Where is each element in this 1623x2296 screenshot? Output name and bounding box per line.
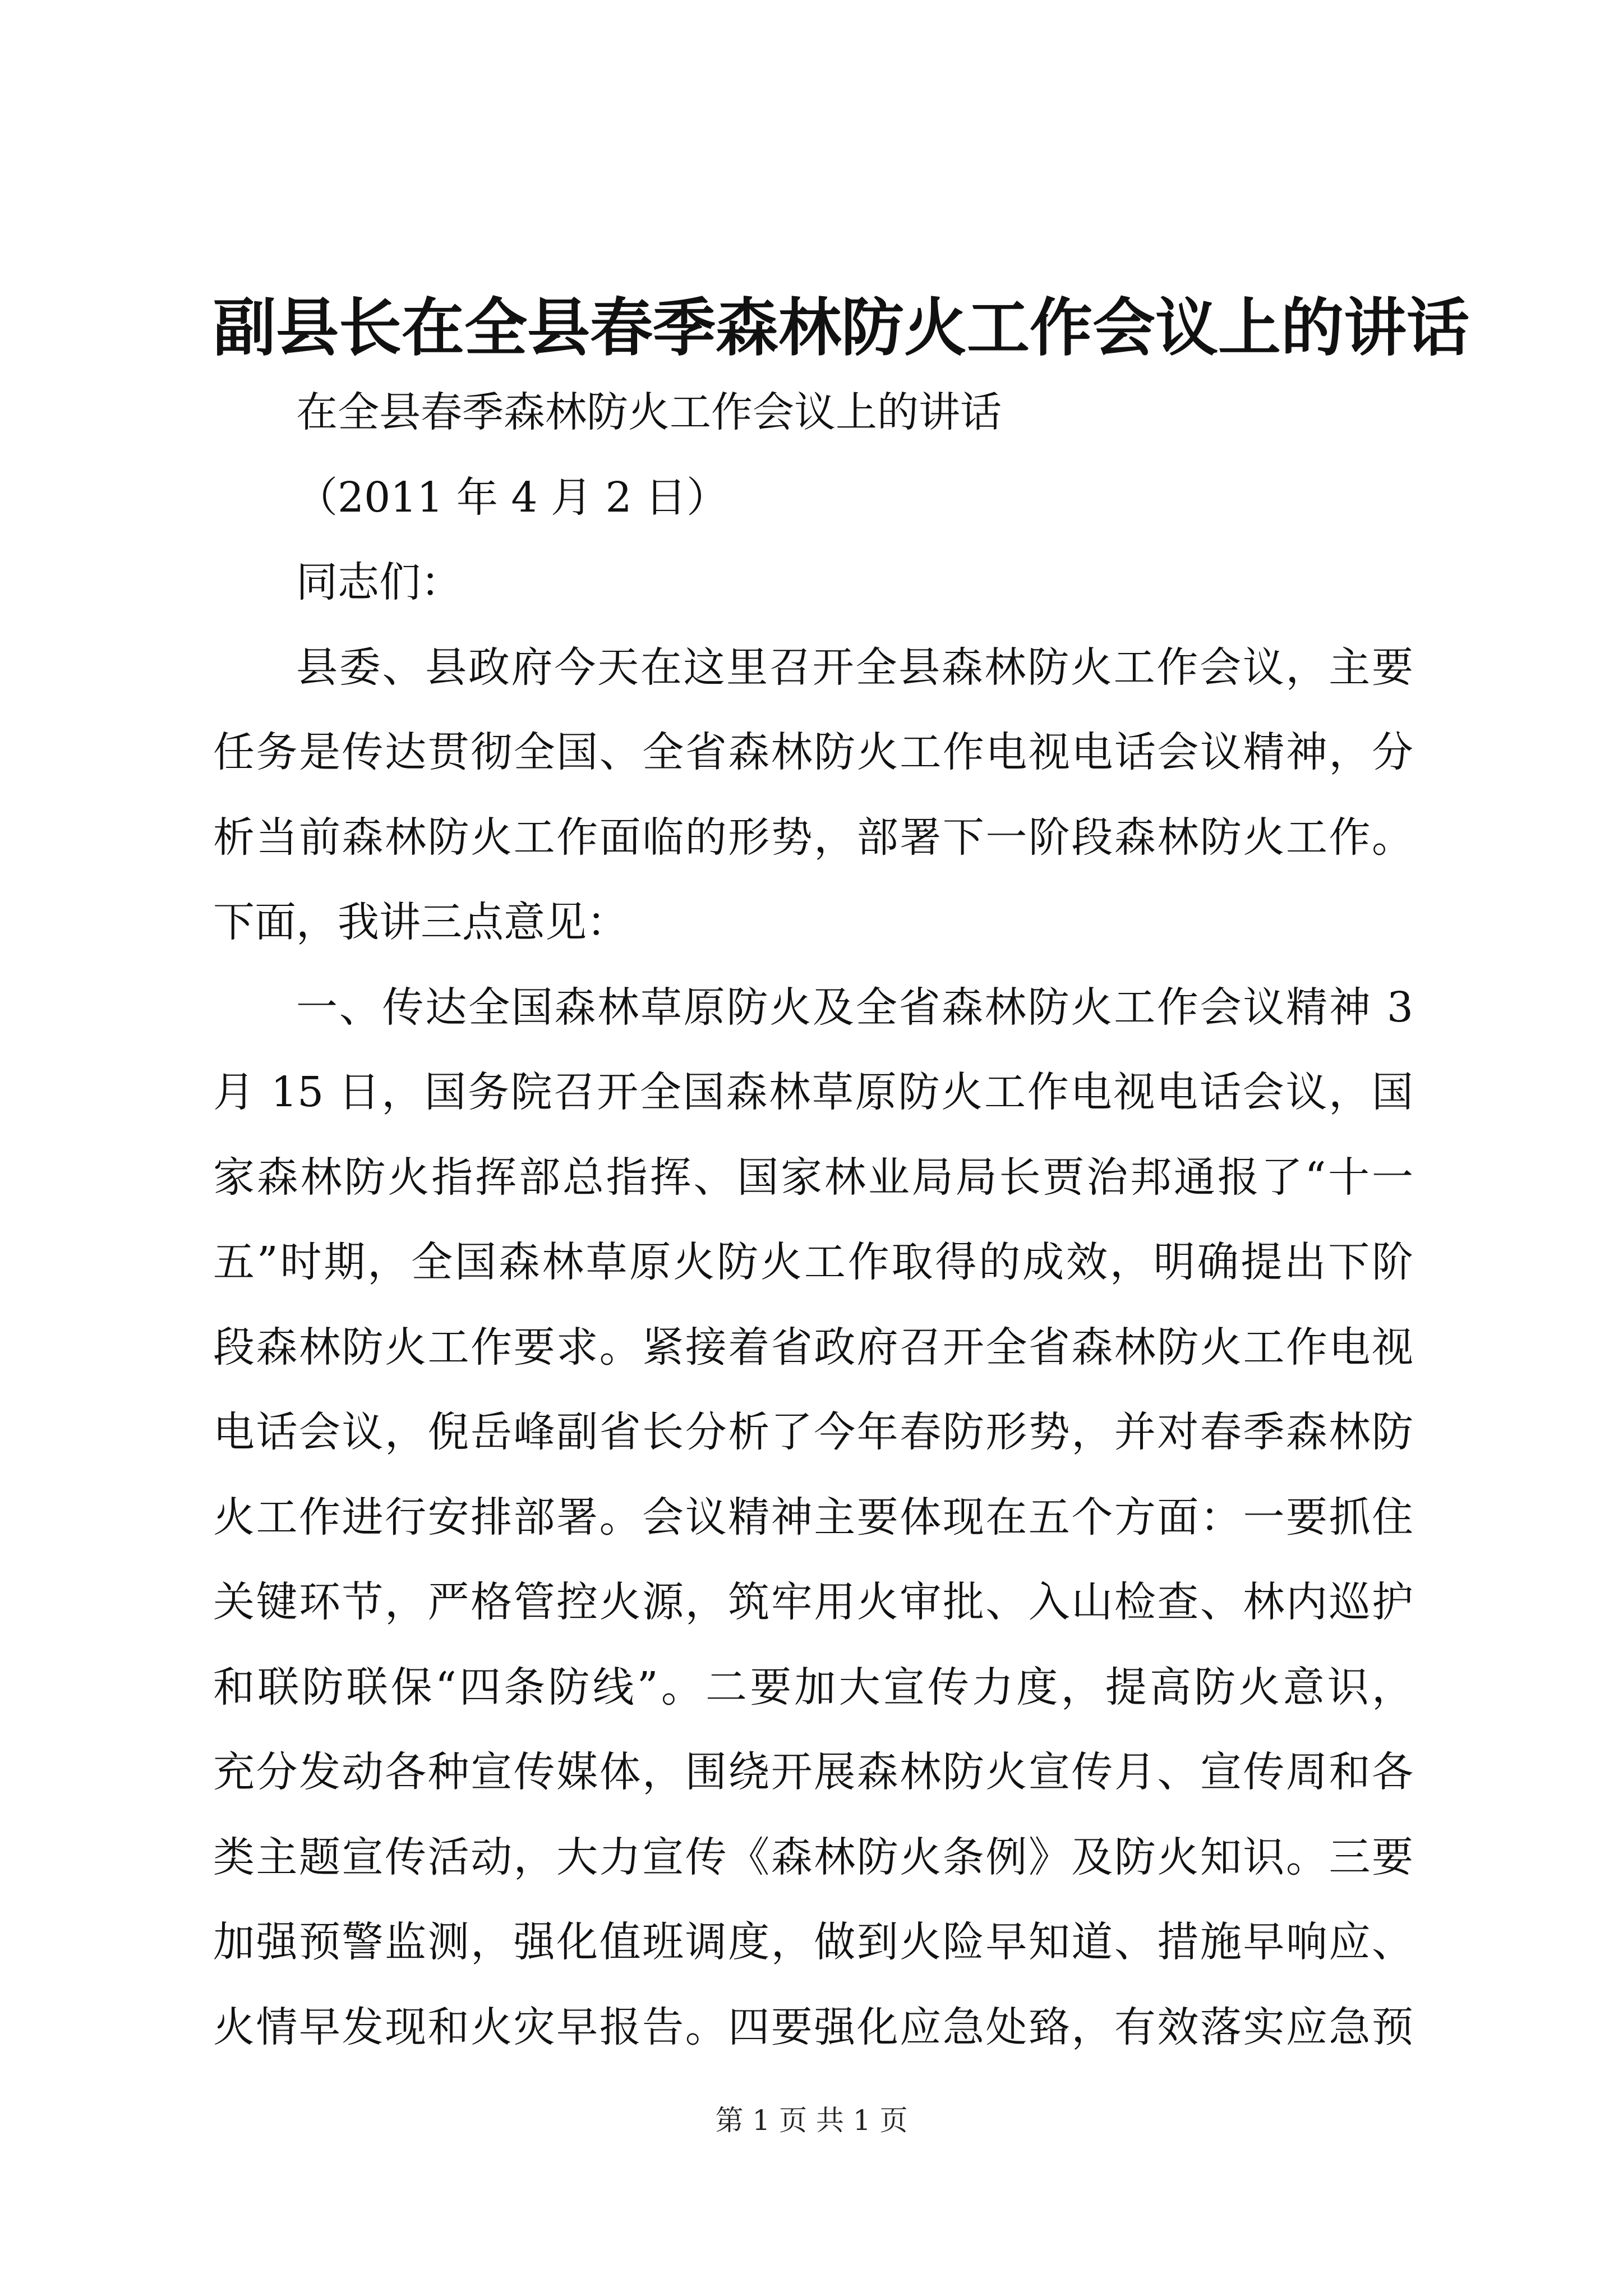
section-heading-line: 一、传达全国森林草原防火及全省森林防火工作会议精神 3 bbox=[296, 983, 1413, 1032]
paragraph-line: 县委、县政府今天在这里召开全县森林防火工作会议，主要 bbox=[296, 643, 1413, 692]
subtitle-line: 在全县春季森林防火工作会议上的讲话 bbox=[296, 388, 1002, 436]
paragraph-line: 任务是传达贯彻全国、全省森林防火工作电视电话会议精神，分 bbox=[213, 728, 1413, 776]
paragraph-line: 下面，我讲三点意见： bbox=[213, 898, 628, 946]
paragraph-line: 类主题宣传活动，大力宣传《森林防火条例》及防火知识。三要 bbox=[213, 1833, 1413, 1881]
page-number-footer: 第 1 页 共 1 页 bbox=[715, 2104, 908, 2137]
paragraph-line: 火情早发现和火灾早报告。四要强化应急处臵，有效落实应急预 bbox=[213, 2003, 1413, 2051]
document-body bbox=[213, 370, 1413, 2070]
paragraph-line: 家森林防火指挥部总指挥、国家林业局局长贾治邦通报了“十一 bbox=[213, 1153, 1413, 1202]
paragraph-line: 析当前森林防火工作面临的形势，部署下一阶段森林防火工作。 bbox=[213, 813, 1413, 862]
paragraph-line: 充分发动各种宣传媒体，围绕开展森林防火宣传月、宣传周和各 bbox=[213, 1748, 1413, 1796]
date-line: （2011 年 4 月 2 日） bbox=[296, 473, 728, 522]
document-title: 副县长在全县春季森林防火工作会议上的讲话 bbox=[213, 291, 1469, 365]
paragraph-line: 月 15 日，国务院召开全国森林草原防火工作电视电话会议，国 bbox=[213, 1068, 1413, 1116]
paragraph-line: 火工作进行安排部署。会议精神主要体现在五个方面：一要抓住 bbox=[213, 1493, 1413, 1542]
salutation-line: 同志们： bbox=[296, 558, 462, 606]
paragraph-line: 电话会议，倪岳峰副省长分析了今年春防形势，并对春季森林防 bbox=[213, 1408, 1413, 1456]
paragraph-line: 和联防联保“四条防线”。二要加大宣传力度，提高防火意识， bbox=[213, 1663, 1413, 1711]
paragraph-line: 关键环节，严格管控火源，筑牢用火审批、入山检查、林内巡护 bbox=[213, 1578, 1413, 1626]
paragraph-line: 加强预警监测，强化值班调度，做到火险早知道、措施早响应、 bbox=[213, 1918, 1413, 1966]
paragraph-line: 段森林防火工作要求。紧接着省政府召开全省森林防火工作电视 bbox=[213, 1323, 1413, 1372]
paragraph-line: 五”时期，全国森林草原火防火工作取得的成效，明确提出下阶 bbox=[213, 1238, 1413, 1286]
